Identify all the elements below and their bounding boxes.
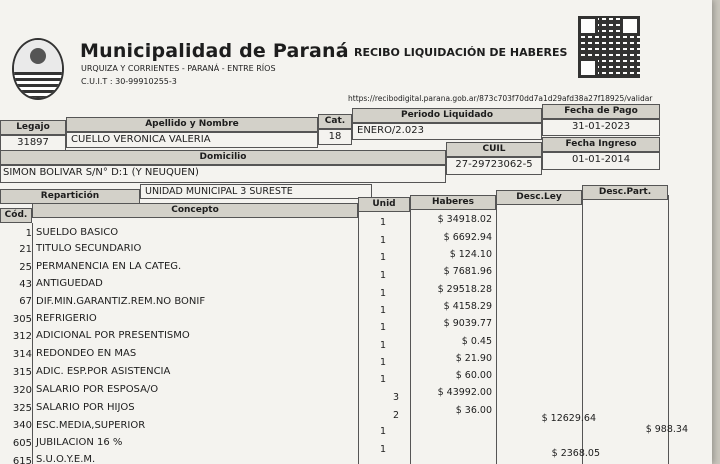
item-code: 43 — [19, 279, 32, 290]
category-value: 18 — [318, 129, 352, 145]
desc-part-amount-1: $ 988.34 — [645, 424, 688, 435]
item-concept: SUELDO BASICO — [36, 227, 119, 238]
item-concept: REFRIGERIO — [36, 313, 97, 324]
header-desc-part: Desc.Part. — [582, 185, 668, 200]
desc-ley-amount-2: $ 2368.05 — [551, 448, 600, 459]
municipality-cuit: C.U.I.T : 30-99910255-3 — [81, 77, 177, 86]
cuil-value: 27-29723062-5 — [446, 157, 542, 175]
item-units: 2 — [393, 410, 400, 421]
item-concept: TITULO SECUNDARIO — [36, 243, 142, 254]
header-domicilio: Domicilio — [0, 150, 446, 165]
header-cat: Cat. — [318, 114, 352, 129]
hire-date-value: 01-01-2014 — [542, 152, 660, 170]
item-concept: ESC.MEDIA,SUPERIOR — [36, 420, 146, 431]
header-fecha-ingreso: Fecha Ingreso — [542, 137, 660, 152]
item-code: 320 — [12, 385, 32, 396]
item-code: 67 — [19, 296, 32, 307]
item-units: 1 — [380, 305, 387, 316]
header-cod: Cód. — [0, 208, 32, 223]
item-code: 340 — [12, 420, 32, 431]
item-code: 1 — [25, 228, 32, 239]
column-divider — [32, 223, 33, 464]
column-divider — [410, 210, 411, 464]
municipality-address: URQUIZA Y CORRIENTES - PARANÁ - ENTRE RÍOS — [81, 64, 276, 73]
payment-date-value: 31-01-2023 — [542, 119, 660, 136]
item-units: 1 — [380, 444, 387, 455]
item-earnings: $ 21.90 — [455, 353, 492, 364]
employee-name: CUELLO VERONICA VALERIA — [66, 132, 318, 148]
item-units: 3 — [393, 392, 400, 403]
item-earnings: $ 6692.94 — [443, 232, 492, 243]
item-code: 605 — [12, 438, 32, 449]
header-haberes: Haberes — [410, 195, 496, 210]
header-reparticion: Repartición — [0, 189, 140, 204]
municipal-seal-logo — [12, 38, 64, 100]
item-concept: PERMANENCIA EN LA CATEG. — [36, 261, 182, 272]
item-concept: SALARIO POR HIJOS — [36, 402, 135, 413]
header-legajo: Legajo — [0, 120, 66, 135]
column-divider — [496, 205, 497, 464]
item-concept: DIF.MIN.GARANTIZ.REM.NO BONIF — [36, 296, 206, 307]
item-concept: ADICIONAL POR PRESENTISMO — [36, 330, 190, 341]
item-concept: REDONDEO EN MAS — [36, 348, 137, 359]
item-code: 305 — [12, 314, 32, 325]
header-concepto: Concepto — [32, 203, 358, 218]
item-code: 315 — [12, 367, 32, 378]
header-apellido: Apellido y Nombre — [66, 117, 318, 132]
item-code: 25 — [19, 262, 32, 273]
item-earnings: $ 43992.00 — [437, 387, 492, 398]
column-divider — [358, 212, 359, 464]
qr-code-icon — [578, 16, 640, 78]
item-earnings: $ 0.45 — [461, 336, 492, 347]
item-earnings: $ 36.00 — [455, 405, 492, 416]
header-cuil: CUIL — [446, 142, 542, 157]
item-concept: ANTIGUEDAD — [36, 278, 103, 289]
address-value: SIMON BOLIVAR S/N° D:1 (Y NEUQUEN) — [0, 165, 446, 183]
item-earnings: $ 4158.29 — [443, 301, 492, 312]
item-earnings: $ 29518.28 — [437, 284, 492, 295]
header-unid: Unid — [358, 197, 410, 212]
period-value: ENERO/2.023 — [352, 123, 542, 140]
item-earnings: $ 34918.02 — [437, 214, 492, 225]
item-units: 1 — [380, 235, 387, 246]
item-units: 1 — [380, 270, 387, 281]
item-code: 325 — [12, 403, 32, 414]
department-value: UNIDAD MUNICIPAL 3 SURESTE — [140, 184, 372, 199]
item-units: 1 — [380, 340, 387, 351]
header-fecha-pago: Fecha de Pago — [542, 104, 660, 119]
item-units: 1 — [380, 288, 387, 299]
header-periodo: Periodo Liquidado — [352, 108, 542, 123]
item-concept: S.U.O.Y.E.M. — [36, 454, 96, 464]
item-units: 1 — [380, 252, 387, 263]
item-units: 1 — [380, 426, 387, 437]
item-earnings: $ 60.00 — [455, 370, 492, 381]
item-code: 21 — [19, 244, 32, 255]
item-earnings: $ 7681.96 — [443, 266, 492, 277]
header-desc-ley: Desc.Ley — [496, 190, 582, 205]
legajo-value: 31897 — [0, 135, 66, 151]
receipt-title: RECIBO LIQUIDACIÓN DE HABERES — [354, 46, 568, 59]
item-concept: SALARIO POR ESPOSA/O — [36, 384, 159, 395]
item-code: 312 — [12, 331, 32, 342]
item-code: 615 — [12, 456, 32, 464]
item-units: 1 — [380, 357, 387, 368]
item-earnings: $ 9039.77 — [443, 318, 492, 329]
item-earnings: $ 124.10 — [449, 249, 492, 260]
item-units: 1 — [380, 374, 387, 385]
validation-url[interactable]: https://recibodigital.parana.gob.ar/873c703f70dd7a1d29afd38a27f18925/validar — [348, 94, 653, 103]
item-concept: ADIC. ESP.POR ASISTENCIA — [36, 366, 171, 377]
desc-ley-amount-1: $ 12629.64 — [541, 413, 596, 424]
column-divider — [582, 200, 583, 464]
municipality-name: Municipalidad de Paraná — [80, 40, 349, 62]
item-code: 314 — [12, 349, 32, 360]
item-units: 1 — [380, 322, 387, 333]
item-units: 1 — [380, 217, 387, 228]
item-concept: JUBILACION 16 % — [36, 437, 123, 448]
